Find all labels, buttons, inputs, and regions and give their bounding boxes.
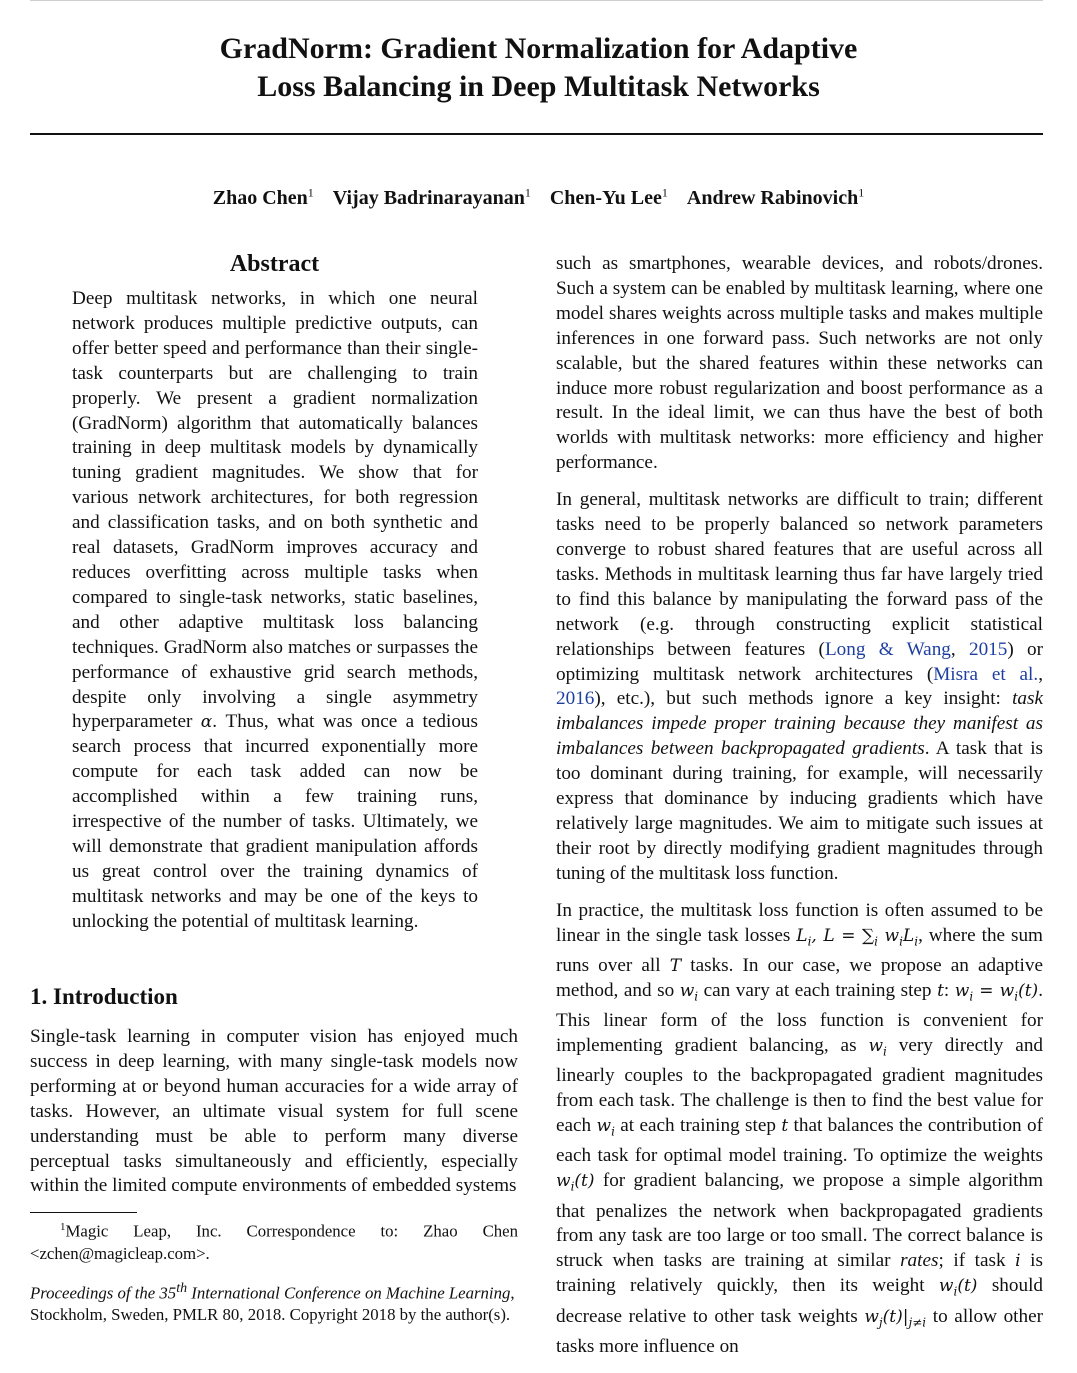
section-heading-introduction: 1. Introduction <box>30 984 178 1009</box>
intro-paragraph-4: In practice, the multitask loss function is often assumed to be linear in the single task losses $L_i$, $L = \sum_i$ $w_iL_i$, where the sum runs over all T tasks. In our case, we propose an adaptive method, and so $w_i$ can vary at each training step t: $w_i = w_i(t)$. This linear form of the loss function is convenient for implementing gradient balancing, as $w_i$ very directly and linearly couples to the backpropagated gradient magnitudes from each task. The challenge is then to find the best value for each $w_i$ at each training step t that balances the contribution of each task for optimal model training. To optimize the weights $w_i(t)$ for gradient balancing, we propose a simple algorithm that penalizes the network when backpropagated gradients from any task are too large or too small. The correct balance is struck when tasks are training at similar rates; if task i is training relatively quickly, then its weight $w_i(t)$ should decrease relative to other task weights $w_j(t)|_{j\ne i}$ to allow other tasks more influence on <box>556 899 1044 1357</box>
title-rule <box>30 133 1043 135</box>
citation-link[interactable]: Long & Wang <box>824 638 951 660</box>
abstract-heading: Abstract <box>229 251 320 277</box>
author: Zhao Chen$^1$ <box>212 185 314 209</box>
author: Vijay Badrinarayanan$^1$ <box>332 185 531 209</box>
proceedings-note: Proceedings of the 35th International Conference on Machine Learning, Stockholm, Sweden, PMLR 80, 2018. Copyright 2018 by the author(s). <box>30 1281 515 1325</box>
intro-paragraph-1: Single-task learning in computer vision has enjoyed much success in deep learning, with many single-task models now performing at or beyond human accuracies for a wide array of tasks. However, an ultimate visual system for full scene understanding must be able to perform many diverse perceptual tasks simultaneously and efficiently, especially within the limited compute environments of embedded systems <box>30 1026 518 1197</box>
citation-link[interactable]: Misra et al. <box>933 663 1039 685</box>
title-line-2: Loss Balancing in Deep Multitask Networks <box>257 70 820 103</box>
citation-year-link[interactable]: 2016 <box>556 688 595 710</box>
author: Andrew Rabinovich$^1$ <box>686 185 865 209</box>
intro-paragraph-3: In general, multitask networks are difficult to train; different tasks need to be properly balanced so network parameters converge to robust shared features that are useful across all tasks. Methods in multitask learning thus far have largely tried to find this balance by manipulating the forward pass of the network (e.g. through constructing explicit statistical relationships between features (Long & Wang, 2015) or optimizing multitask network architectures (Misra et al., 2016), etc.), but such methods ignore a key insight: task imbalances impede proper training because they manifest as imbalances between backpropagated gradients. A task that is too dominant during training, for example, will necessarily express that dominance by inducing gradients which have relatively large magnitudes. We aim to mitigate such issues at their root by directly modifying gradient magnitudes through tuning of the multitask loss function. <box>556 489 1044 884</box>
affiliation-footnote: $^1$Magic Leap, Inc. Correspondence to: Zhao Chen <zchen@magicleap.com>. <box>30 1221 518 1263</box>
top-divider <box>30 0 1043 1</box>
paper-title <box>0 30 1077 106</box>
footnote-rule <box>30 1212 137 1213</box>
citation-year-link[interactable]: 2015 <box>968 638 1008 660</box>
right-column <box>556 252 1043 1372</box>
intro-paragraph-2: such as smartphones, wearable devices, and robots/drones. Such a system can be enabled by multitask learning, where one model shares weights across multiple tasks and makes multiple inferences in one forward pass. Such networks are not only scalable, but the shared features within these networks can induce more robust regularization and boost performance as a result. In the ideal limit, we can thus have the best of both worlds with multitask networks: more efficiency and higher performance. <box>556 253 1043 474</box>
title-line-1: GradNorm: Gradient Normalization for Adaptive <box>219 32 858 65</box>
author-list <box>0 180 1077 210</box>
author: Chen-Yu Lee$^1$ <box>549 185 668 209</box>
abstract-text: Deep multitask networks, in which one neural network produces multiple predictive outputs, can offer better speed and performance than their single-task counterparts but are challenging to train properly. We present a gradient normalization (GradNorm) algorithm that automatically balances training in deep multitask models by dynamically tuning gradient magnitudes. We show that for various network architectures, for both regression and classification tasks, and on both synthetic and real datasets, GradNorm improves accuracy and reduces overfitting across multiple tasks when compared to single-task networks, static baselines, and other adaptive multitask loss balancing techniques. GradNorm also matches or surpasses the performance of exhaustive grid search methods, despite only involving a single asymmetry hyperparameter α. Thus, what was once a tedious search process that incurred exponentially more compute for each task added can now be accomplished within a few training runs, irrespective of the number of tasks. Ultimately, we will demonstrate that gradient manipulation affords us great control over the training dynamics of multitask networks and may be one of the keys to unlocking the potential of multitask learning. <box>72 288 478 932</box>
